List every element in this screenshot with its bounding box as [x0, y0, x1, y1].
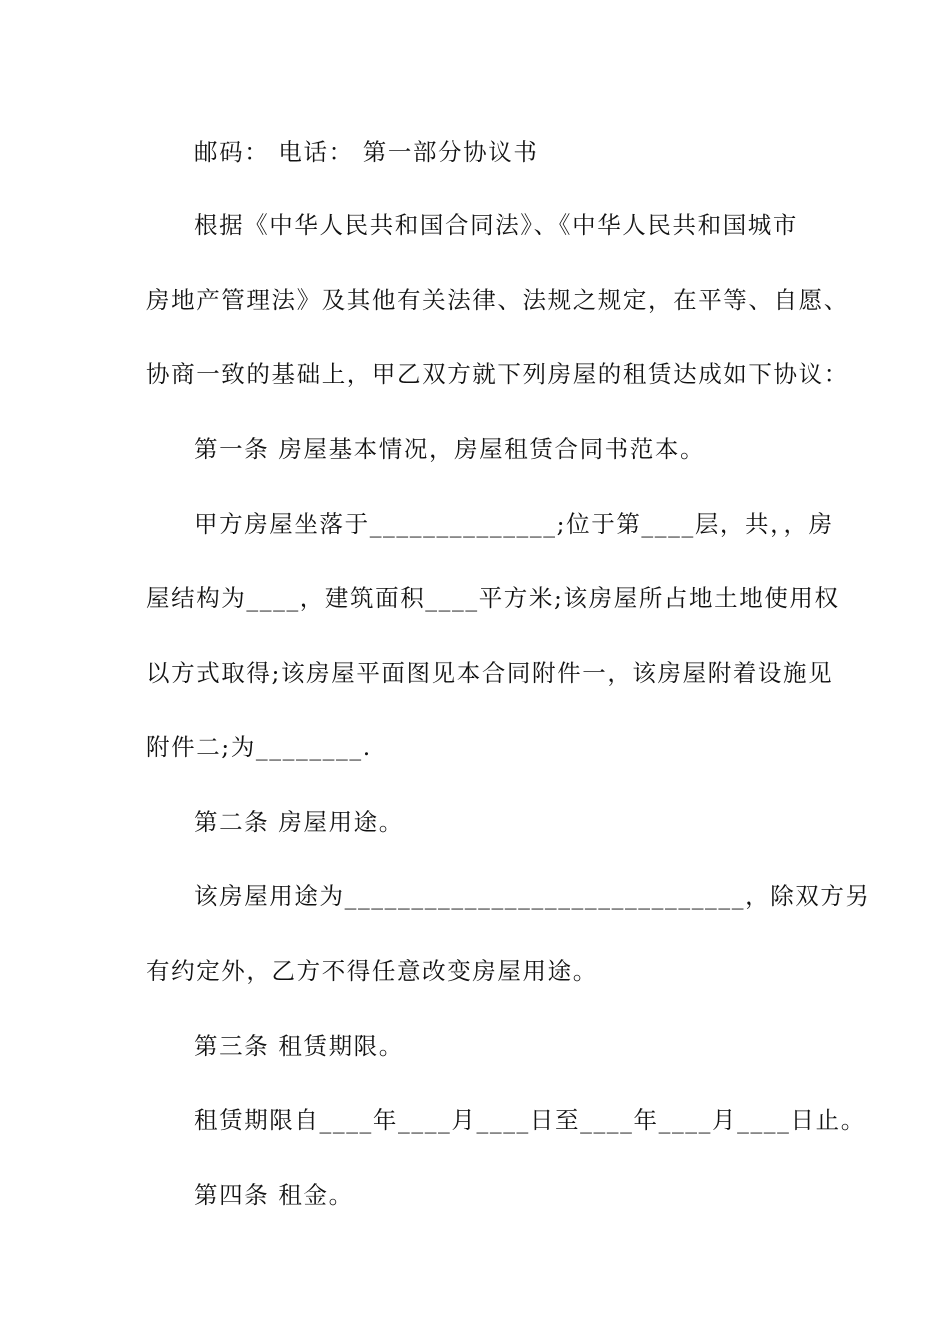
paragraph-line: 附件二;为________. — [146, 733, 372, 761]
paragraph-line: 协商一致的基础上，甲乙双方就下列房屋的租赁达成如下协议： — [146, 360, 849, 388]
paragraph-line: 根据《中华人民共和国合同法》、《中华人民共和国城市 — [194, 211, 798, 239]
header-line: 邮码： 电话： 第一部分协议书 — [194, 138, 539, 166]
paragraph-line: 甲方房屋坐落于______________;位于第____层，共，，房 — [194, 510, 834, 538]
article-heading: 第三条 租赁期限。 — [194, 1032, 404, 1060]
paragraph-line: 以方式取得;该房屋平面图见本合同附件一，该房屋附着设施见 — [146, 659, 834, 687]
paragraph-line: 该房屋用途为______________________________，除双方另 — [194, 882, 871, 910]
paragraph-line: 有约定外，乙方不得任意改变房屋用途。 — [146, 957, 598, 985]
article-heading: 第二条 房屋用途。 — [194, 808, 404, 836]
paragraph-line: 房地产管理法》及其他有关法律、法规之规定，在平等、自愿、 — [146, 286, 849, 314]
article-heading: 第四条 租金。 — [194, 1181, 354, 1209]
article-heading: 第一条 房屋基本情况，房屋租赁合同书范本。 — [194, 435, 706, 463]
paragraph-line: 租赁期限自____年____月____日至____年____月____日止。 — [194, 1106, 866, 1134]
paragraph-line: 屋结构为____，建筑面积____平方米;该房屋所占地土地使用权 — [146, 584, 840, 612]
